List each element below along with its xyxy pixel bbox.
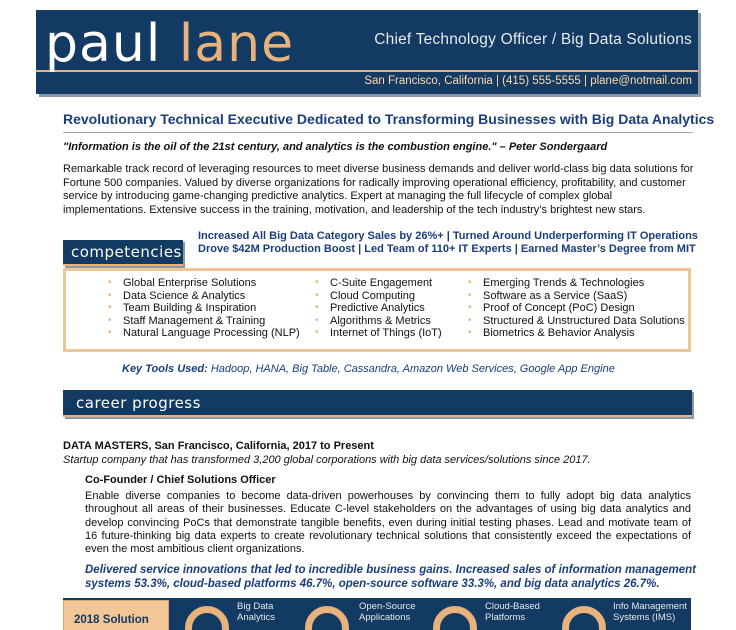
strip-label-text: Cloud-Based Platforms (485, 601, 540, 623)
list-item: • Natural Language Processing (NLP) (106, 327, 300, 340)
strip-label (359, 601, 416, 623)
list-item: • Staff Management & Training (106, 315, 300, 328)
headline-divider (63, 132, 693, 133)
employer-description: Startup company that has transformed 3,200 global corporations with big data services/solutions since 2017. (63, 454, 591, 466)
last-name: lane (178, 14, 295, 74)
summary: Remarkable track record of leveraging resources to meet diverse business demands and deliver world-class big data solutions for Fortune 500 companies. Valued by diverse organizations for radically improving operational efficiency, profitability, and customer service by introducing game-changing predictive analytics. Expert at managing the full lifecycle of complex global implementations. Extensive success in the training, motivation, and leadership of the tech industry’s brightest new stars. (63, 163, 694, 216)
achievement: Delivered service innovations that led to incredible business gains. Increased sales of information management systems 53.3%, cloud-based platforms 46.7%, open-source software 33.3%, and big data analytics 26.7%. (85, 564, 696, 590)
section-heading: career progress (76, 394, 201, 412)
strip-label-text: Big Data Analytics (237, 601, 276, 623)
list-item: • Structured & Unstructured Data Solutions (466, 315, 685, 328)
list-item: • Team Building & Inspiration (106, 302, 300, 315)
key-tools-value: Hadoop, HANA, Big Table, Cassandra, Amazon Web Services, Google App Engine (210, 363, 615, 375)
role-title: Co-Founder / Chief Solutions Officer (85, 474, 276, 486)
strip-label (613, 601, 687, 623)
list-item: • Internet of Things (IoT) (313, 327, 442, 340)
key-tools (122, 363, 615, 375)
solution-year-box (63, 600, 169, 630)
list-item: • Proof of Concept (PoC) Design (466, 302, 685, 315)
list-item: • Cloud Computing (313, 290, 442, 303)
list-item: • Global Enterprise Solutions (106, 277, 300, 290)
list-item: • Emerging Trends & Technologies (466, 277, 685, 290)
headline: Revolutionary Technical Executive Dedicated to Transforming Businesses with Big Data Analytics (63, 111, 715, 127)
key-tools-label: Key Tools Used: (122, 363, 208, 375)
highlights (198, 230, 698, 256)
first-name: paul (45, 14, 162, 74)
highlight-line: Increased All Big Data Category Sales by 26%+ | Turned Around Underperforming IT Operations (198, 230, 698, 242)
list-item: • Data Science & Analytics (106, 290, 300, 303)
name-logo (45, 14, 294, 74)
list-item: • Algorithms & Metrics (313, 315, 442, 328)
strip-label (237, 601, 275, 623)
quote: "Information is the oil of the 21st century, and analytics is the combustion engine." – Peter Sondergaard (63, 141, 608, 153)
list-item: • Predictive Analytics (313, 302, 442, 315)
strip-label-text: Open-Source Applications (359, 601, 416, 623)
highlight-line: Drove $42M Production Boost | Led Team of 110+ IT Experts | Earned Master’s Degree from MIT (198, 243, 696, 255)
list-item: • C-Suite Engagement (313, 277, 442, 290)
strip-label-text: Info Management Systems (IMS) (613, 601, 687, 623)
employer: DATA MASTERS, San Francisco, California, 2017 to Present (63, 440, 374, 452)
career-heading (63, 390, 692, 417)
contact-info: San Francisco, California | (415) 555-5555 | plane@notmail.com (364, 75, 692, 87)
competencies-heading (63, 240, 183, 266)
competency-list (106, 277, 300, 340)
competency-list (466, 277, 685, 340)
resume-header (36, 10, 698, 94)
job-title: Chief Technology Officer / Big Data Solutions (374, 31, 692, 48)
strip-label (485, 601, 540, 623)
competency-list (313, 277, 442, 340)
section-heading: competencies (71, 243, 182, 261)
list-item: • Software as a Service (SaaS) (466, 290, 685, 303)
solution-year-label: 2018 Solution (74, 614, 149, 626)
list-item: • Biometrics & Behavior Analysis (466, 327, 685, 340)
role-description: Enable diverse companies to become data-driven powerhouses by convincing them to fully adopt big data analytics throughout all areas of their businesses. Educate C-level stakeholders on the advantages of using big data analytics and develop convincing PoCs that demonstrate tangible benefits, even during initial testing phases. Lead and motivate team of 16 future-thinking big data experts to create revolutionary technical solutions that consistently exceed the expectations of even the most ambitious client organizations. (85, 490, 691, 556)
